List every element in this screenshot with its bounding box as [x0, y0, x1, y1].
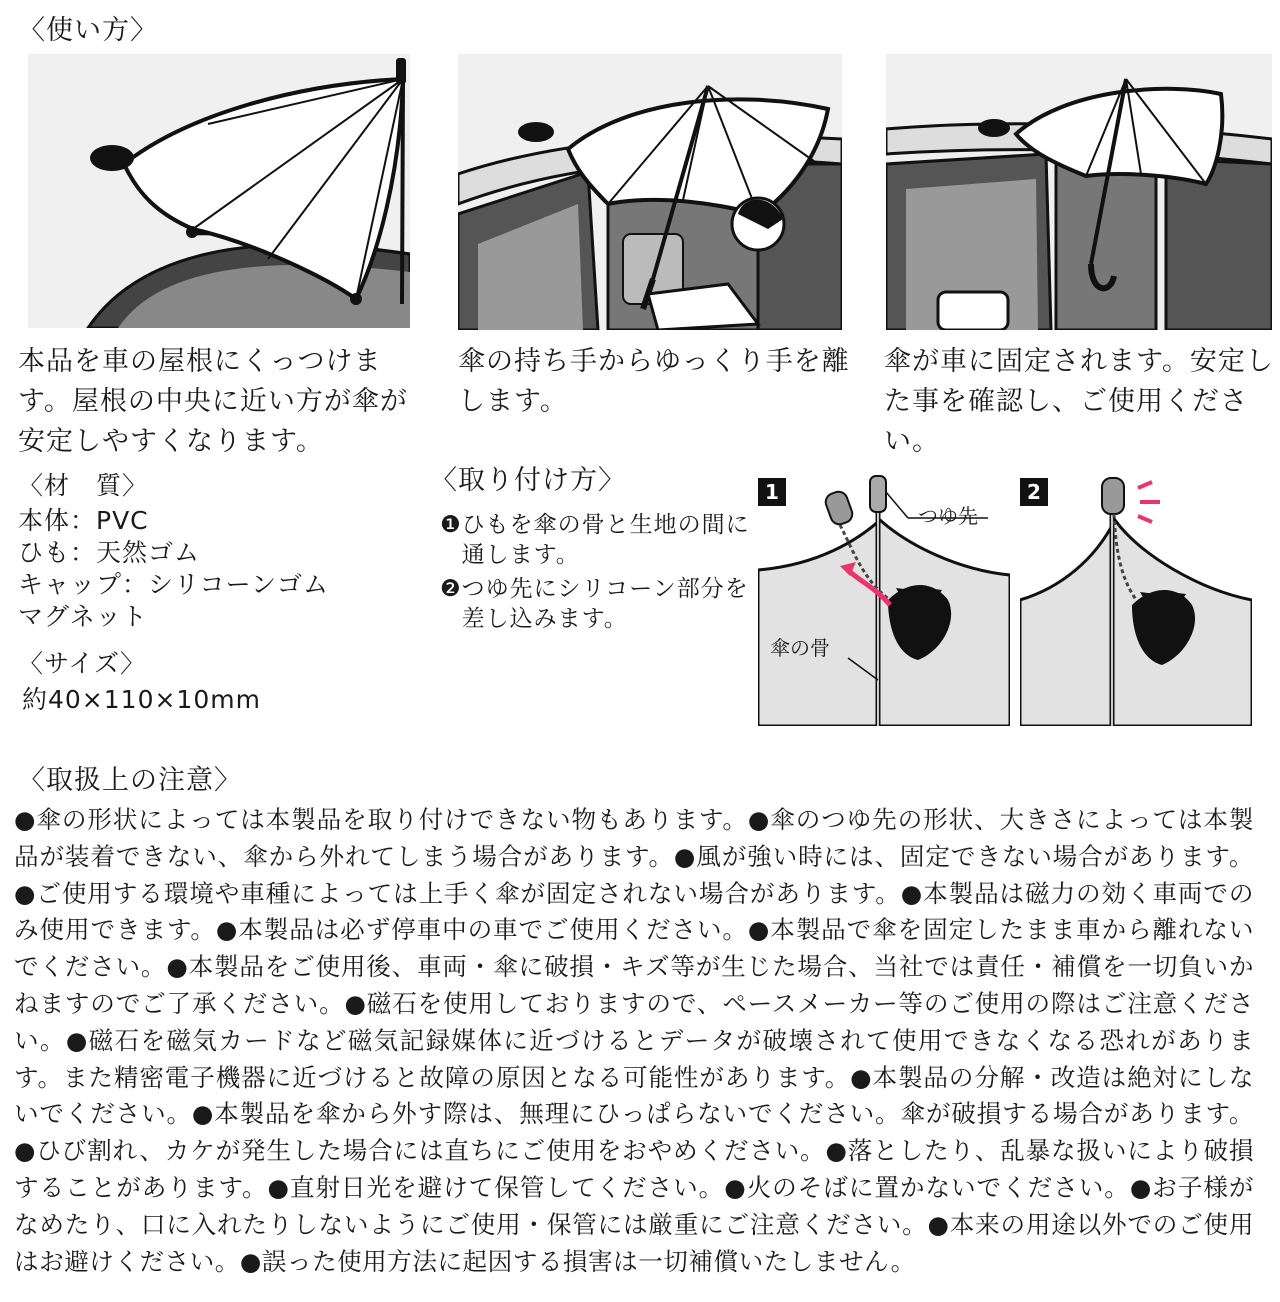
diagram1-tip-label: つゆ先 — [918, 504, 978, 528]
usage-step2-illustration — [458, 54, 842, 330]
attach-step2-text: つゆ先にシリコーン部分を差し込みます。 — [461, 576, 749, 632]
attach-step2-marker: ❷ — [440, 576, 462, 602]
attach-step1 — [440, 510, 750, 570]
attach-diagram-1 — [758, 470, 1010, 726]
material-line-cap: キャップ：シリコーンゴム — [18, 570, 330, 599]
attach-heading: 〈取り付け方〉 — [430, 465, 626, 496]
material-line-string: ひも：天然ゴム — [18, 538, 201, 567]
size-heading: 〈サイズ〉 — [18, 649, 147, 678]
usage-step2-text: 傘の持ち手からゆっくり手を離します。 — [458, 346, 850, 417]
usage-step1-text: 本品を車の屋根にくっつけます。屋根の中央に近い方が傘が安定しやすくなります。 — [18, 346, 408, 457]
usage-step3-text: 傘が車に固定されます。安定した事を確認し、ご使用ください。 — [884, 346, 1274, 457]
diagram1-rib-label: 傘の骨 — [770, 632, 830, 661]
material-line-body: 本体：PVC — [18, 506, 149, 535]
attach-step2 — [440, 574, 750, 634]
usage-step3-illustration — [886, 54, 1272, 330]
caution-heading: 〈取扱上の注意〉 — [18, 765, 242, 796]
diagram2-badge: 2 — [1020, 478, 1048, 506]
usage-step1-illustration — [28, 54, 410, 328]
diagram1-badge: 1 — [758, 478, 786, 506]
attach-step1-marker: ❶ — [440, 512, 462, 538]
size-value: 約40×110×10mm — [22, 685, 261, 714]
usage-heading: 〈使い方〉 — [18, 15, 158, 46]
attach-diagram-2 — [1020, 470, 1252, 726]
attach-step1-text: ひもを傘の骨と生地の間に通します。 — [461, 512, 750, 568]
material-line-magnet: マグネット — [18, 602, 148, 631]
material-heading: 〈材 質〉 — [18, 471, 149, 500]
caution-text: ●傘の形状によっては本製品を取り付けできない物もあります。●傘のつゆ先の形状、大きさによっては本製品が装着できない、傘から外れてしまう場合があります。●風が強い時には、固定できない場合があります。●ご使用する環境や車種によっては上手く傘が固定されない場合があります。●本製品は磁力の効く車両でのみ使用できます。●本製品は必ず停車中の車でご使用ください。●本製品で傘を固定したまま車から離れないでください。●本製品をご使用後、車両・傘に破損・キズ等が生じた場合、当社では責任・補償を一切負いかねますのでご了承ください。●磁石を使用しておりますので、ペースメーカー等のご使用の際はご注意ください。●磁石を磁気カードなど磁気記録媒体に近づけるとデータが破壊されて使用できなくなる恐れがあります。また精密電子機器に近づけると故障の原因となる可能性があります。●本製品の分解・改造は絶対にしないでください。●本製品を傘から外す際は、無理にひっぱらないでください。傘が破損する場合があります。●ひび割れ、カケが発生した場合には直ちにご使用をおやめください。●落としたり、乱暴な扱いにより破損することがあります。●直射日光を避けて保管してください。●火のそばに置かないでください。●お子様がなめたり、口に入れたりしないようにご使用・保管には厳重にご注意ください。●本来の用途以外でのご使用はお避けください。●誤った使用方法に起因する損害は一切補償いたしません。 — [14, 805, 1254, 1276]
